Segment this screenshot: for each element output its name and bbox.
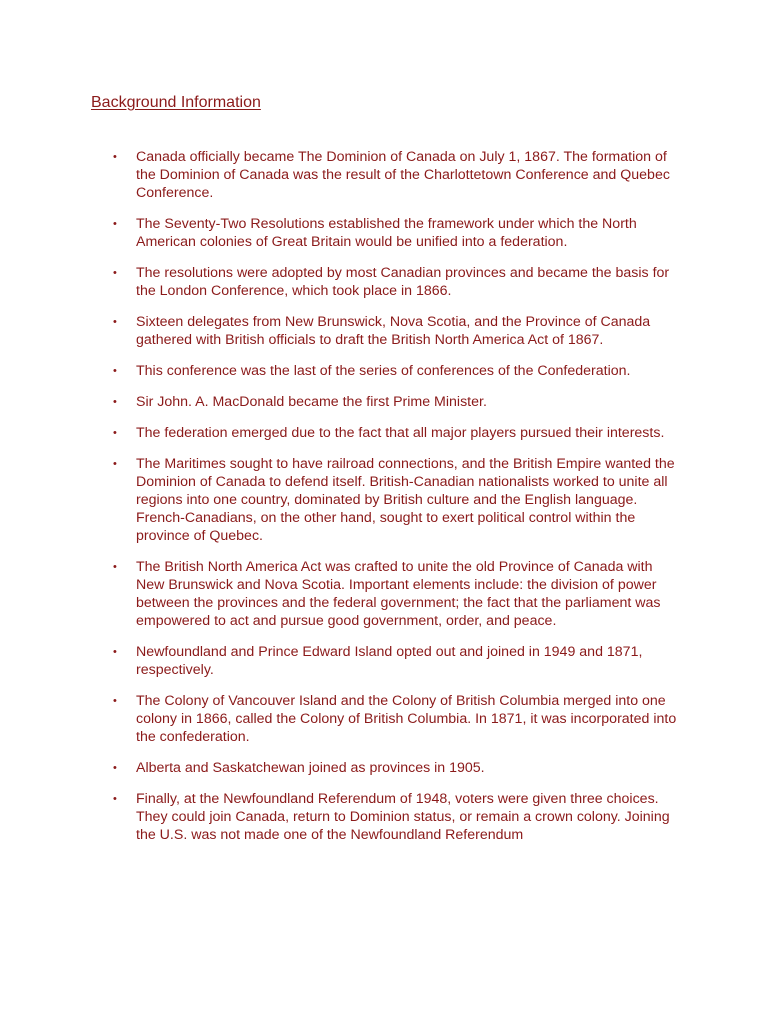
bullet-icon: • (113, 762, 117, 774)
list-item-text: The Maritimes sought to have railroad connections, and the British Empire wanted the Dominion of Canada to defend itself. British-Canadian nationalists worked to unite all regions into one country, dominated by British culture and the English language. French-Canadians, on the other hand, sought to exert political control within the province of Quebec. (136, 456, 675, 544)
bullet-icon: • (113, 151, 117, 163)
list-item (113, 362, 683, 380)
bullet-icon: • (113, 365, 117, 377)
bullet-icon: • (113, 695, 117, 707)
page-title: Background Information (91, 94, 261, 111)
list-item (113, 643, 683, 679)
list-item-text: Newfoundland and Prince Edward Island opted out and joined in 1949 and 1871, respectively. (136, 644, 643, 678)
list-item (113, 558, 683, 630)
list-item-text: Alberta and Saskatchewan joined as provinces in 1905. (136, 760, 485, 776)
list-item-text: The British North America Act was crafted to unite the old Province of Canada with New Brunswick and Nova Scotia. Important elements include: the division of power between the provinces and the federal government; the fact that the parliament was empowered to act and pursue good government, order, and peace. (136, 559, 661, 629)
list-item-text: The resolutions were adopted by most Canadian provinces and became the basis for the London Conference, which took place in 1866. (136, 265, 670, 299)
bullet-icon: • (113, 316, 117, 328)
list-item-text: The Colony of Vancouver Island and the Colony of British Columbia merged into one colony in 1866, called the Colony of British Columbia. In 1871, it was incorporated into the confederation. (136, 693, 677, 745)
bullet-icon: • (113, 396, 117, 408)
list-item-text: This conference was the last of the series of conferences of the Confederation. (136, 363, 631, 379)
list-item (113, 264, 683, 300)
list-item (113, 455, 683, 545)
list-item-text: Sixteen delegates from New Brunswick, Nova Scotia, and the Province of Canada gathered with British officials to draft the British North America Act of 1867. (136, 314, 651, 348)
bullet-icon: • (113, 427, 117, 439)
bullet-list (113, 148, 683, 857)
list-item (113, 692, 683, 746)
list-item-text: The federation emerged due to the fact that all major players pursued their interests. (136, 425, 665, 441)
list-item (113, 759, 683, 777)
bullet-icon: • (113, 793, 117, 805)
list-item (113, 148, 683, 202)
list-item (113, 393, 683, 411)
list-item (113, 215, 683, 251)
list-item (113, 424, 683, 442)
bullet-icon: • (113, 267, 117, 279)
list-item-text: Canada officially became The Dominion of Canada on July 1, 1867. The formation of the Dominion of Canada was the result of the Charlottetown Conference and Quebec Conference. (136, 149, 670, 201)
bullet-icon: • (113, 561, 117, 573)
bullet-icon: • (113, 458, 117, 470)
list-item (113, 790, 683, 844)
bullet-icon: • (113, 646, 117, 658)
list-item-text: Finally, at the Newfoundland Referendum of 1948, voters were given three choices. They could join Canada, return to Dominion status, or remain a crown colony. Joining the U.S. was not made one of the Newfoundland Referendum (136, 791, 670, 843)
list-item (113, 313, 683, 349)
list-item-text: The Seventy-Two Resolutions established the framework under which the North American colonies of Great Britain would be unified into a federation. (136, 216, 637, 250)
list-item-text: Sir John. A. MacDonald became the first Prime Minister. (136, 394, 487, 410)
bullet-icon: • (113, 218, 117, 230)
